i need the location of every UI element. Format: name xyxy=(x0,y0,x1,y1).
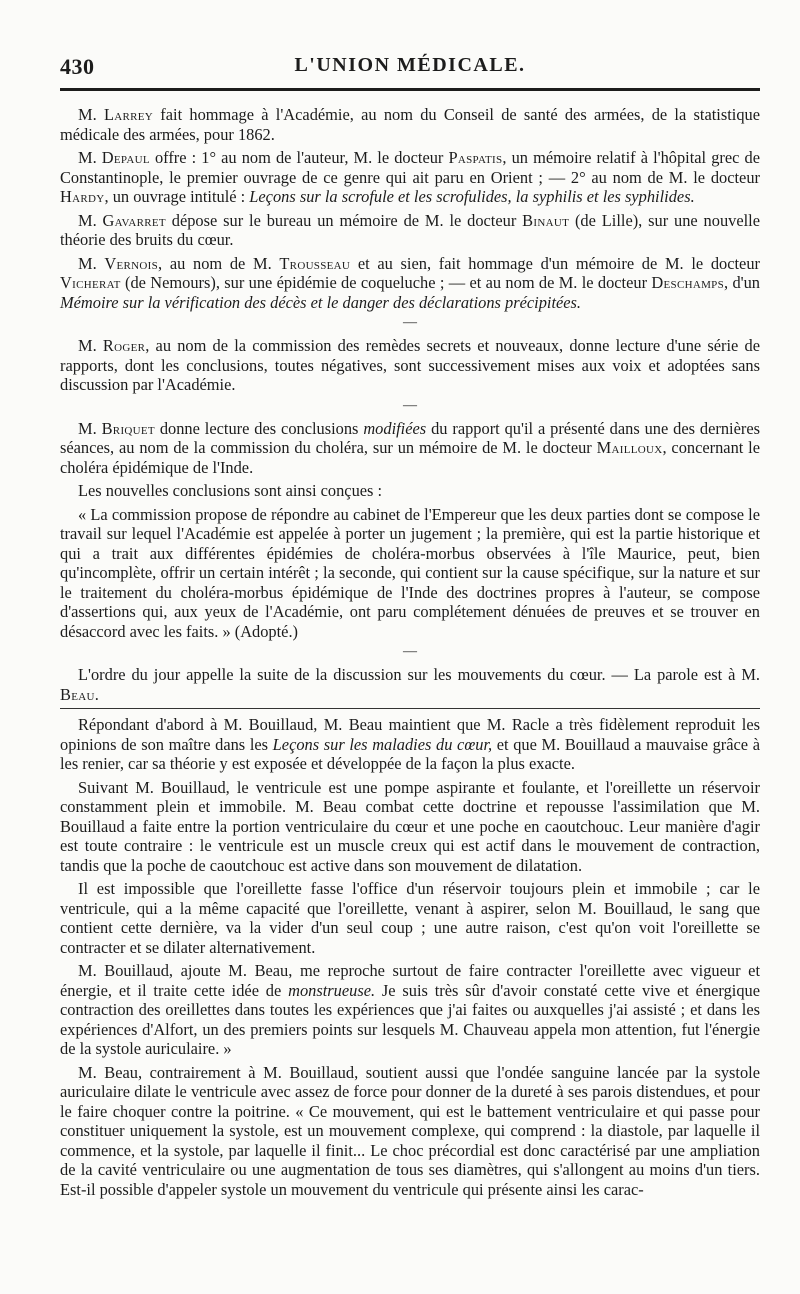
paragraph-conclusions-quote xyxy=(60,505,760,642)
person-name: Briquet xyxy=(101,418,155,438)
page-number: 430 xyxy=(60,54,95,79)
text-run: , au nom de la commission des remèdes secrets et nouveaux, donne lecture d'une série de rapports, dont les conclusions, toutes négatives, sont successivement mises aux voix et adoptées sans discussion par l'Académie. xyxy=(60,336,760,394)
person-name: Mailloux xyxy=(596,438,663,457)
section-separator: — xyxy=(403,644,417,659)
text-run: , concernant le choléra épidémique de l'Inde. xyxy=(60,438,760,477)
text-run: (de Lille), sur une nouvelle théorie des bruits du cœur. xyxy=(60,210,760,249)
text-run: M. Beau, contrairement à M. Bouillaud, soutient aussi que l'ondée sanguine lancée par la systole auriculaire dilate le ventricule avec assez de force pour donner de la dureté à ses parois distendues, et pour le faire choquer contre la poitrine. « Ce mouvement, qui est le battement ventriculaire et qui passe pour constituer uniquement la systole, est un mouvement complexe, qui comprend : la diastole, par laquelle il commence, et la systole, par laquelle il finit... Le choc précordial est donc caractérisé par une ampliation de la cavité ventriculaire ou une augmentation de tous ses diamètres, qui s'allongent au moins d'un tiers. Est-il possible d'appeler systole un mouvement du ventricule qui présente ainsi les carac- xyxy=(60,1062,760,1199)
paragraph-gavarret xyxy=(60,211,760,250)
person-name: Hardy xyxy=(60,187,105,206)
text-run: fait hommage à l'Académie, au nom du Conseil de santé des armées, de la statistique médicale des armées, pour 1862. xyxy=(60,105,760,144)
text-run: M. xyxy=(78,336,103,355)
text-run: . xyxy=(94,684,99,704)
text-run: Répondant d'abord à M. Bouillaud, M. Beau maintient que M. Racle a très fidèlement reproduit les opinions de son maître dans les xyxy=(60,715,760,754)
text-run: Les nouvelles conclusions sont ainsi conçues : xyxy=(78,481,383,500)
person-name: Paspatis xyxy=(448,148,503,167)
paragraph-briquet xyxy=(60,419,760,478)
person-name: Deschamps xyxy=(651,273,725,292)
text-run: L'ordre du jour appelle la suite de la discussion sur les mouvements du cœur. — La parole est à M. xyxy=(78,665,760,684)
paragraph-conclusions-intro xyxy=(60,481,760,501)
text-run: du rapport qu'il a présenté dans une des dernières séances, au nom de la commission du choléra, sur un mémoire de M. le docteur xyxy=(60,418,760,457)
text-run: et au sien, fait hommage d'un mémoire de M. le docteur xyxy=(350,253,760,273)
italic-text: monstrueuse. xyxy=(288,980,376,1000)
person-name: Vernois xyxy=(104,253,159,273)
paragraph-oreillette xyxy=(60,879,760,957)
paragraph-beau-reply xyxy=(60,715,760,774)
text-run: M. xyxy=(78,210,103,230)
person-name: Beau xyxy=(60,684,95,704)
text-run: M. xyxy=(78,418,102,438)
text-run: M. xyxy=(78,105,104,124)
person-name: Larrey xyxy=(103,105,154,124)
italic-text: Mémoire sur la vérification des décès et le danger des déclarations précipitées. xyxy=(60,292,582,312)
paragraph-roger xyxy=(60,336,760,395)
text-run: , un ouvrage intitulé : xyxy=(104,187,250,206)
italic-text: Leçons sur les maladies du cœur, xyxy=(272,734,493,754)
text-run: M. xyxy=(78,148,102,167)
paragraph-ordre-du-jour xyxy=(60,665,760,704)
text-run: offre : 1° au nom de l'auteur, M. le docteur xyxy=(149,148,449,167)
text-run: donne lecture des conclusions xyxy=(154,418,364,438)
person-name: Roger xyxy=(102,336,146,355)
paragraph-reproche xyxy=(60,961,760,1059)
text-run: (de Nemours), sur une épidémie de coqueluche ; — et au nom de M. le docteur xyxy=(120,273,652,292)
section-separator: — xyxy=(403,397,417,413)
paragraph-vernois xyxy=(60,254,760,313)
page-header xyxy=(60,48,760,84)
text-run: Suivant M. Bouillaud, le ventricule est une pompe aspirante et foulante, et l'oreillette un réservoir constamment plein et immobile. M. Beau combat cette doctrine et repousse l'assimilation que M. Bouillaud a faite entre la portion ventriculaire du cœur et une poche en caoutchouc. Leur manière d'agir est toute contraire : le ventricule est un muscle creux qui est actif dans le mouvement de contraction, tandis que la poche de caoutchouc est active dans son mouvement de dilatation. xyxy=(60,777,760,875)
text-run: Il est impossible que l'oreillette fasse l'office d'un réservoir toujours plein et immobile ; car le ventricule, qui a la même capacité que l'oreillette, venant à aspirer, selon M. Bouillaud, le sang que contient cette dernière, va la vider d'un seul coup ; une autre raison, c'est qu'on voit l'oreillette se contracter et se dilater alternativement. xyxy=(60,879,760,957)
paragraph-depaul xyxy=(60,148,760,207)
paragraph-bouillaud-theory xyxy=(60,778,760,876)
header-rule xyxy=(60,88,760,91)
text-run: dépose sur le bureau un mémoire de M. le docteur xyxy=(165,210,523,230)
person-name: Gavarret xyxy=(102,210,166,230)
text-run: et que M. Bouillaud a mauvaise grâce à les renier, car sa théorie y est exposée et développée de la façon la plus exacte. xyxy=(60,734,761,773)
text-run: M. xyxy=(78,253,105,273)
section-separator: — xyxy=(403,315,417,330)
text-run: Je suis très sûr d'avoir constaté cette vive et énergique contraction des oreillettes dans toutes les expériences que j'ai faites ou auxquelles j'ai assisté ; et dans les expériences d'Alfort, un des premiers points sur lesquels M. Chauveau appela mon attention, fut l'énergie de la systole auriculaire. » xyxy=(60,980,760,1058)
section-rule xyxy=(60,708,760,709)
person-name: Binaut xyxy=(522,210,570,230)
text-run: , un mémoire relatif à l'hôpital grec de Constantinople, le premier ouvrage de ce genre qui ait paru en Orient ; — 2° au nom de M. le docteur xyxy=(60,148,760,187)
italic-text: modifiées xyxy=(363,418,427,438)
italic-text: Leçons sur la scrofule et les scrofulides, la syphilis et les syphilides. xyxy=(249,187,695,206)
person-name: Depaul xyxy=(101,148,150,167)
text-run: M. Bouillaud, ajoute M. Beau, me reproche surtout de faire contracter l'oreillette avec vigueur et énergie, et il traite cette idée de xyxy=(60,961,760,1000)
paragraph-ondee-sanguine xyxy=(60,1063,760,1200)
text-run: , au nom de M. xyxy=(158,253,280,273)
text-run: , d'un xyxy=(724,273,760,292)
running-title: L'UNION MÉDICALE. xyxy=(294,54,526,76)
person-name: Vicherat xyxy=(60,273,121,292)
paragraph-larrey xyxy=(60,105,760,144)
text-run: « La commission propose de répondre au cabinet de l'Empereur que les deux parties dont se compose le travail sur lequel l'Académie est appelée à porter un jugement ; la première, qui est la partie historique et qui a trait aux différentes épidémies de choléra-morbus observées à l'île Maurice, peut, bien qu'incomplète, offrir un certain intérêt ; la seconde, qui contient sur la cause spécifique, sur la nature et sur le traitement du choléra-morbus épidémique de l'Inde des doctrines propres à l'auteur, se compose d'assertions qui, aux yeux de l'Académie, ont paru complétement dénuées de preuves et se trouver en désaccord avec les faits. » (Adopté.) xyxy=(60,504,760,641)
person-name: Trousseau xyxy=(279,253,351,273)
